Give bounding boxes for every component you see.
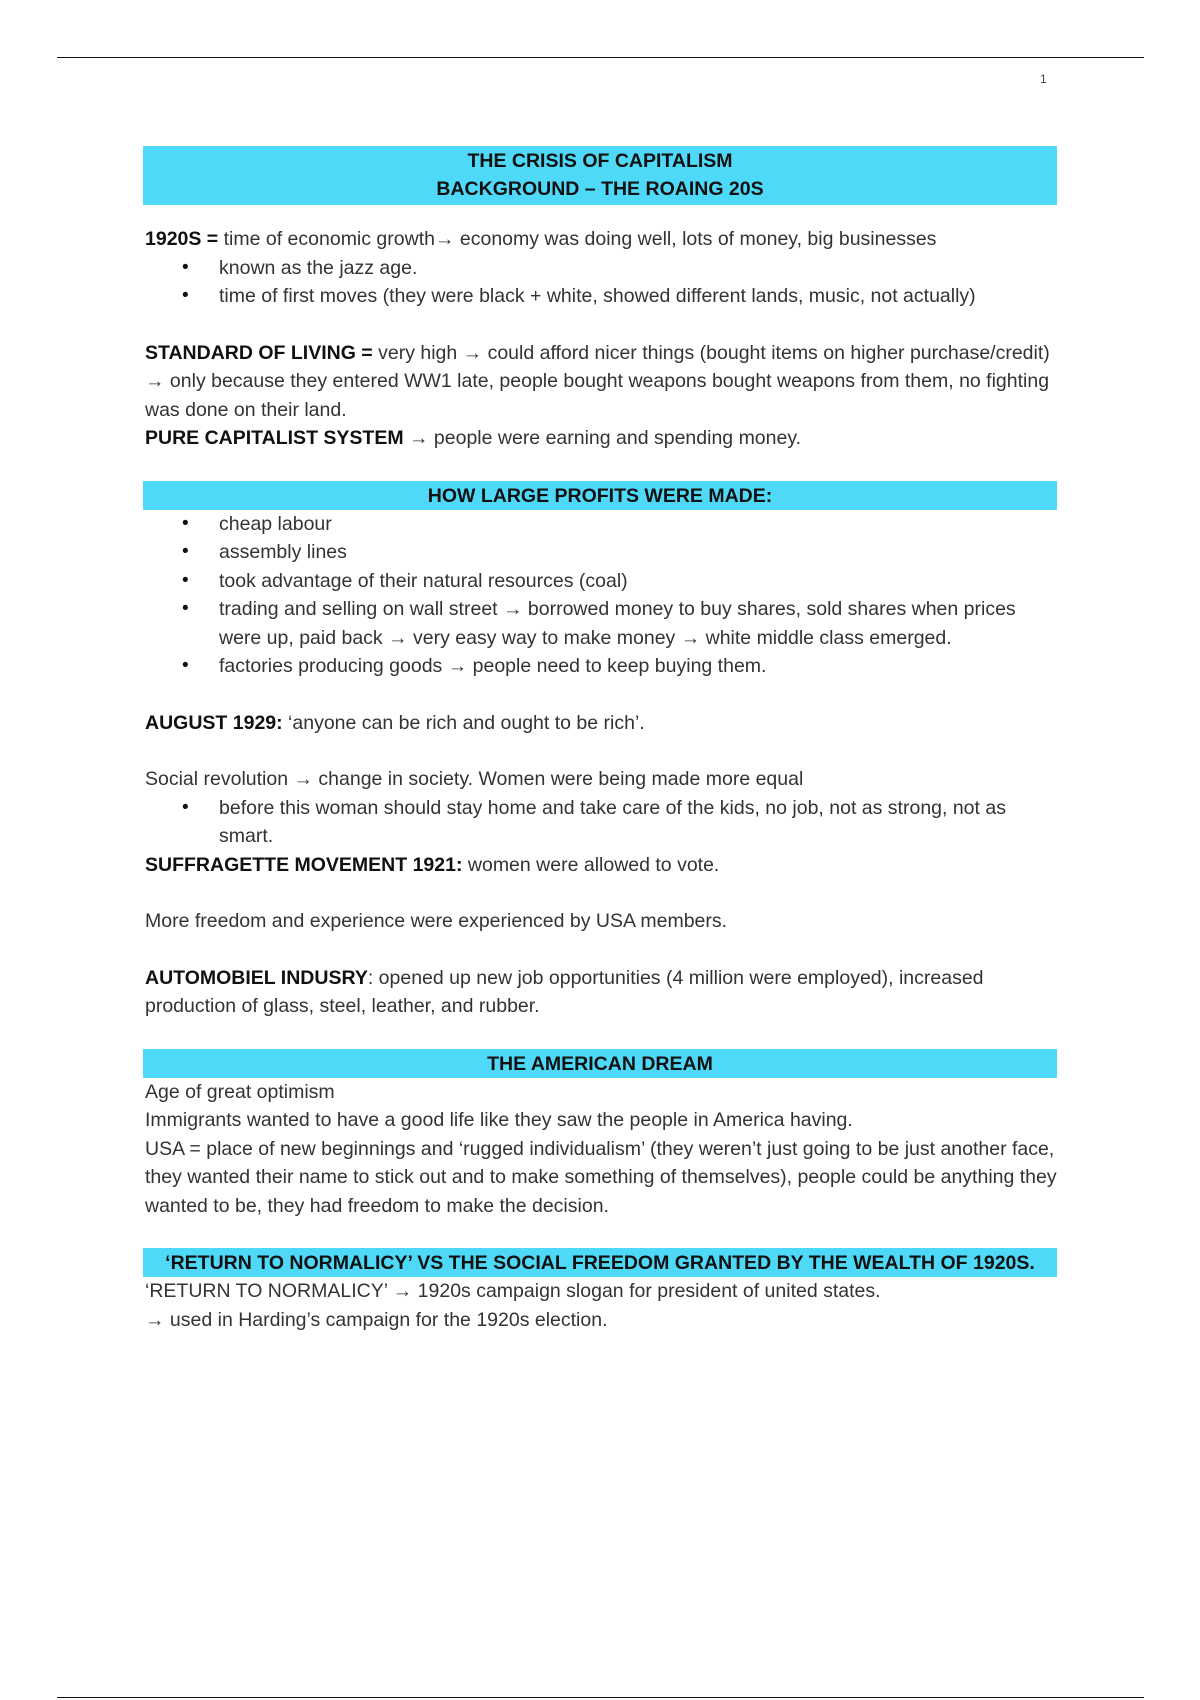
list-item: • cheap labour xyxy=(145,510,1057,539)
automobile-text: : opened up new job opportunities (4 million were employed), increased production of glass, steel, leather, and rubber. xyxy=(145,966,984,1017)
list-item: • took advantage of their natural resources (coal) xyxy=(145,567,1057,596)
standard-label: STANDARD OF LIVING = xyxy=(145,341,373,364)
suffragette-text: women were allowed to vote. xyxy=(462,853,720,876)
automobile-label: AUTOMOBIEL INDUSRY xyxy=(145,966,368,989)
document-body xyxy=(145,146,1057,1334)
list-item: • before this woman should stay home and take care of the kids, no job, not as strong, not as smart. xyxy=(145,794,1057,851)
social-paragraph: Social revolution → change in society. Women were being made more equal xyxy=(145,768,804,790)
title-line-1: THE CRISIS OF CAPITALISM xyxy=(467,150,733,172)
standard-text: very high → could afford nicer things (bought items on higher purchase/credit) xyxy=(372,341,1050,364)
normalcy-line: ‘RETURN TO NORMALICY’ → 1920s campaign slogan for president of united states. xyxy=(145,1280,881,1302)
capitalist-paragraph xyxy=(145,424,1057,453)
intro-label: 1920S = xyxy=(145,228,219,250)
august-text: ‘anyone can be rich and ought to be rich’. xyxy=(282,711,645,734)
top-rule xyxy=(57,57,1144,58)
dream-line: Immigrants wanted to have a good life like they saw the people in America having. xyxy=(145,1109,853,1131)
intro-paragraph xyxy=(145,225,1057,254)
automobile-paragraph xyxy=(145,964,1057,1021)
standard-paragraph xyxy=(145,339,1057,368)
profits-list xyxy=(145,510,1057,681)
capitalist-label: PURE CAPITALIST SYSTEM xyxy=(145,427,404,449)
intro-list xyxy=(145,254,1057,311)
suffragette-paragraph xyxy=(145,851,1057,880)
capitalist-text: → people were earning and spending money. xyxy=(403,427,802,449)
profits-heading: HOW LARGE PROFITS WERE MADE: xyxy=(143,481,1057,510)
august-label: AUGUST 1929: xyxy=(145,711,283,734)
list-item: • time of first moves (they were black + white, showed different lands, music, not actually) xyxy=(145,282,1057,311)
normalcy-line: → used in Harding’s campaign for the 1920s election. xyxy=(145,1308,608,1331)
title-line-2: BACKGROUND – THE ROAING 20S xyxy=(436,178,764,200)
page-number: 1 xyxy=(1040,72,1047,86)
intro-text: time of economic growth→ economy was doing well, lots of money, big businesses xyxy=(218,228,937,250)
list-item: • known as the jazz age. xyxy=(145,254,1057,283)
dream-heading: THE AMERICAN DREAM xyxy=(143,1049,1057,1078)
standard-line-2: → only because they entered WW1 late, people bought weapons bought weapons from them, no fighting was done on their land. xyxy=(145,370,1050,421)
social-list xyxy=(145,794,1057,851)
title-banner xyxy=(143,146,1057,205)
normalcy-heading: ‘RETURN TO NORMALICY’ VS THE SOCIAL FREEDOM GRANTED BY THE WEALTH OF 1920S. xyxy=(143,1248,1057,1277)
freedom-paragraph: More freedom and experience were experienced by USA members. xyxy=(145,910,728,932)
list-item: • assembly lines xyxy=(145,538,1057,567)
suffragette-label: SUFFRAGETTE MOVEMENT 1921: xyxy=(145,853,463,876)
dream-line: USA = place of new beginnings and ‘rugged individualism’ (they weren’t just going to be just another face, they wanted their name to stick out and to make something of themselves), people could be anything they wanted to be, they had freedom to make the decision. xyxy=(145,1137,1057,1217)
dream-line: Age of great optimism xyxy=(145,1080,335,1103)
bottom-rule xyxy=(57,1697,1144,1698)
august-paragraph xyxy=(145,709,1057,738)
list-item: • trading and selling on wall street → borrowed money to buy shares, sold shares when prices were up, paid back → very easy way to make money → white middle class emerged. xyxy=(145,595,1057,652)
list-item: • factories producing goods → people need to keep buying them. xyxy=(145,652,1057,681)
